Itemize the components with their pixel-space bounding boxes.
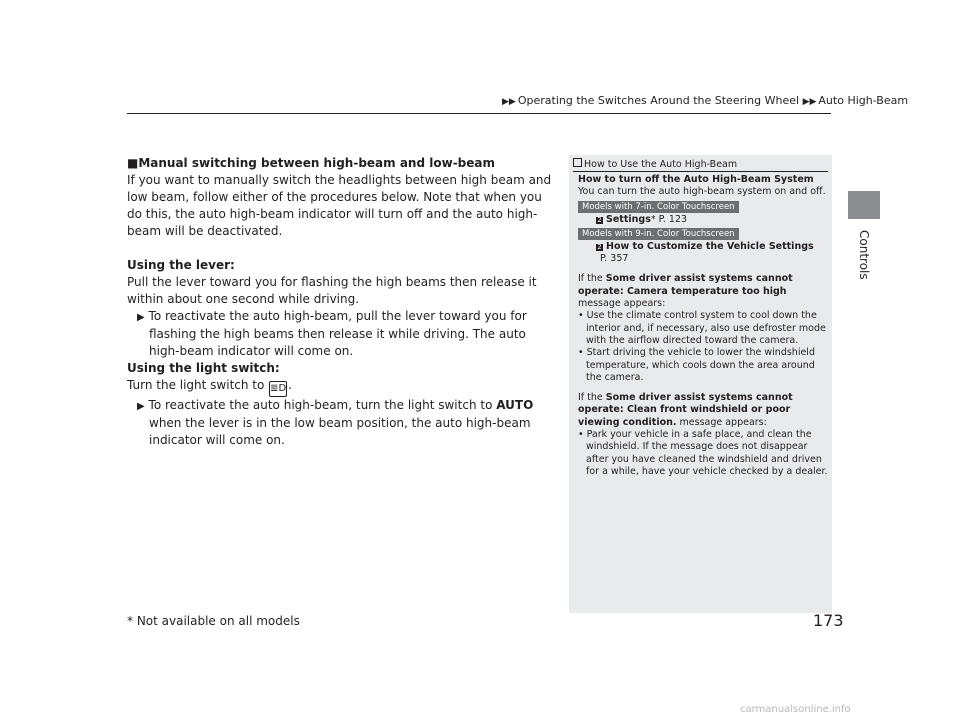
badge-9in: Models with 9-in. Color Touchscreen: [578, 228, 739, 240]
breadcrumb-topic: Auto High-Beam: [818, 94, 909, 107]
message-2-bullet: • Park your vehicle in a safe place, and clean the windshield. If the message does not disappear after you have cleaned the windshield and driven for a while, have your vehicle checked by a dealer.: [578, 429, 828, 477]
page-number: 173: [813, 611, 844, 630]
ref-customize-page: P. 357: [600, 253, 629, 265]
reference-icon: 2: [597, 215, 602, 224]
section-tab: [848, 191, 880, 219]
reference-icon: 2: [597, 242, 602, 251]
switch-heading: Using the light switch:: [127, 361, 280, 375]
breadcrumb-section: Operating the Switches Around the Steering Wheel: [517, 94, 800, 107]
ref-settings[interactable]: 2 Settings* P. 123: [597, 213, 688, 225]
switch-paragraph: Turn the light switch to ≣D .: [127, 377, 557, 397]
low-beam-icon: ≣D: [269, 381, 287, 397]
lever-reactivate-note: ▶ To reactivate the auto high-beam, pull the lever toward you for flashing the high beams then release it while driving. The auto high-beam indicator will come on.: [137, 309, 527, 358]
sidebar-title-rule: [573, 171, 828, 172]
badge-7in: Models with 7-in. Color Touchscreen: [578, 201, 739, 213]
sidebar-notes: [569, 155, 832, 613]
section-heading: ■Manual switching between high-beam and low-beam: [127, 156, 495, 170]
message-1-intro: If the Some driver assist systems cannot operate: Camera temperature too high message appears:: [578, 273, 793, 310]
intro-paragraph: If you want to manually switch the headlights between high beam and low beam, follow either of the procedures below. Note that when you do this, the auto high-beam indicator will turn off and the auto high-beam will be deactivated.: [127, 173, 552, 238]
watermark: carmanualsonline.info: [740, 704, 851, 715]
sidebar-title: How to Use the Auto High-Beam: [573, 158, 737, 170]
ref-customize[interactable]: 2 How to Customize the Vehicle Settings: [597, 240, 814, 252]
arrow-icon: ▶: [137, 401, 145, 412]
switch-reactivate-note: ▶ To reactivate the auto high-beam, turn the light switch to AUTO when the lever is in the low beam position, the auto high-beam indicator will come on.: [137, 398, 534, 447]
note-icon: [573, 158, 582, 167]
lever-heading: Using the lever:: [127, 258, 235, 272]
section-label: Controls: [857, 230, 871, 280]
sidebar-subheading: How to turn off the Auto High-Beam System: [578, 174, 814, 185]
footnote: * Not available on all models: [127, 614, 300, 628]
lever-paragraph: Pull the lever toward you for flashing the high beams then release it within about one second while driving.: [127, 275, 537, 306]
breadcrumb: [502, 94, 908, 107]
header-rule: [127, 113, 831, 114]
sidebar-subtext: You can turn the auto high-beam system on and off.: [578, 186, 826, 198]
message-1-bullet: • Use the climate control system to cool down the interior and, if necessary, also use defroster mode with the airflow directed toward the camera.: [578, 310, 826, 346]
main-content: [127, 155, 557, 449]
message-2-intro: If the Some driver assist systems cannot operate: Clean front windshield or poor viewing condition. message appears:: [578, 392, 793, 428]
double-chevron-icon: ▶▶: [502, 97, 516, 107]
arrow-icon: ▶: [137, 312, 145, 323]
message-1-bullet: • Start driving the vehicle to lower the windshield temperature, which cools down the area around the camera.: [578, 347, 815, 383]
double-chevron-icon: ▶▶: [802, 97, 817, 107]
